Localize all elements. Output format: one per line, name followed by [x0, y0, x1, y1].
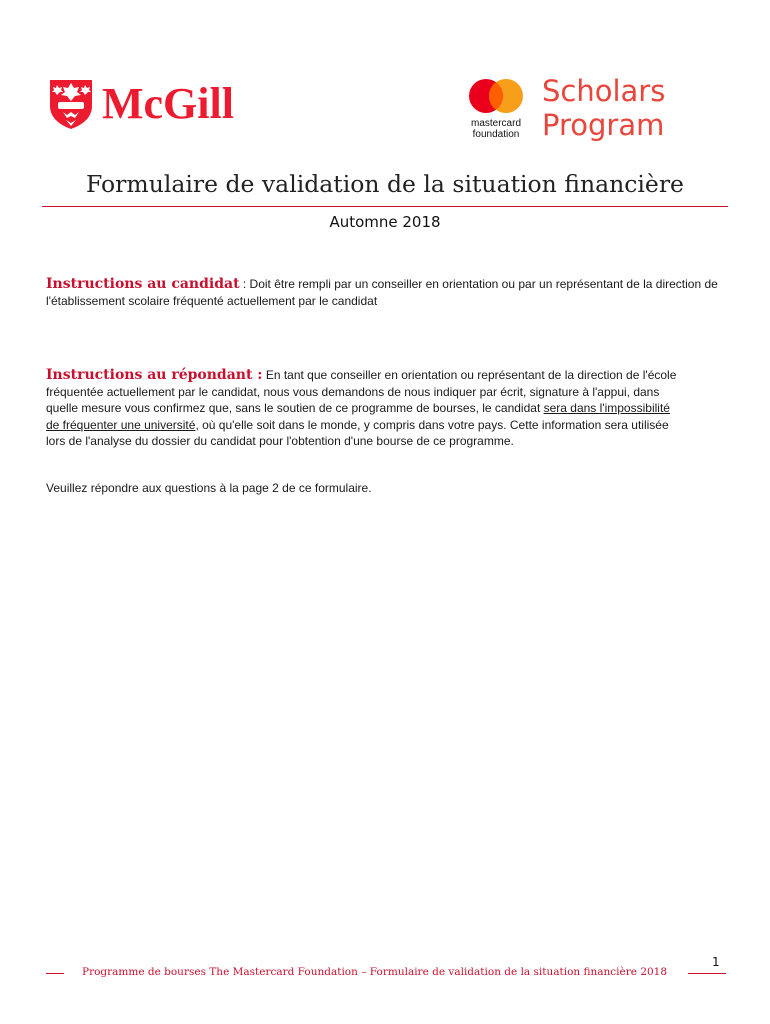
mastercard-word: mastercard [470, 118, 521, 129]
mcgill-logo [48, 78, 263, 136]
footer-rule-right [688, 973, 726, 974]
title-divider [42, 206, 728, 207]
mastercard-circles-icon [464, 76, 528, 116]
respondent-heading: Instructions au répondant : [46, 367, 263, 383]
scholars-word: Scholars [542, 74, 666, 108]
footer-rule-left [46, 973, 64, 974]
respondent-text-before: En tant que conseiller en orientation ou représentant de la direction de l'école fréquentée actuellement par le candidat, nous vous demandons de nous indiquer par écrit, signature à l'appui, dans quelle mesure vous confirmez que, sans le soutien de ce programme de bourses, le candidat [46, 368, 677, 415]
foundation-word: foundation [472, 129, 520, 140]
document-title: Formulaire de validation de la situation financière [86, 170, 684, 198]
respondent-text-after: , où qu'elle soit dans le monde, y compris dans votre pays. Cette information sera utilisée lors de l'analyse du dossier du candidat pour l'obtention d'une bourse de ce programme. [46, 417, 669, 448]
candidate-instructions [46, 276, 736, 309]
reply-note: Veuillez répondre aux questions à la page 2 de ce formulaire. [46, 481, 372, 495]
mastercard-scholars-logo [460, 74, 700, 146]
footer-text: Programme de bourses The Mastercard Foundation – Formulaire de validation de la situation financière 2018 [82, 966, 668, 978]
candidate-heading: Instructions au candidat [46, 276, 240, 292]
candidate-text: : Doit être rempli par un conseiller en orientation ou par un représentant de la direction de l'établissement scolaire fréquenté actuellement par le candidat [46, 277, 718, 308]
page-number: 1 [712, 955, 720, 969]
respondent-instructions [46, 367, 686, 450]
document-subtitle: Automne 2018 [329, 213, 441, 231]
mcgill-wordmark: McGill [102, 79, 234, 128]
program-word: Program [542, 108, 665, 142]
mastercard-foundation-label [460, 118, 532, 140]
mcgill-shield-icon [48, 78, 94, 130]
respondent-text-emphasis: sera dans l'impossibilité de fréquenter une université [46, 401, 670, 432]
